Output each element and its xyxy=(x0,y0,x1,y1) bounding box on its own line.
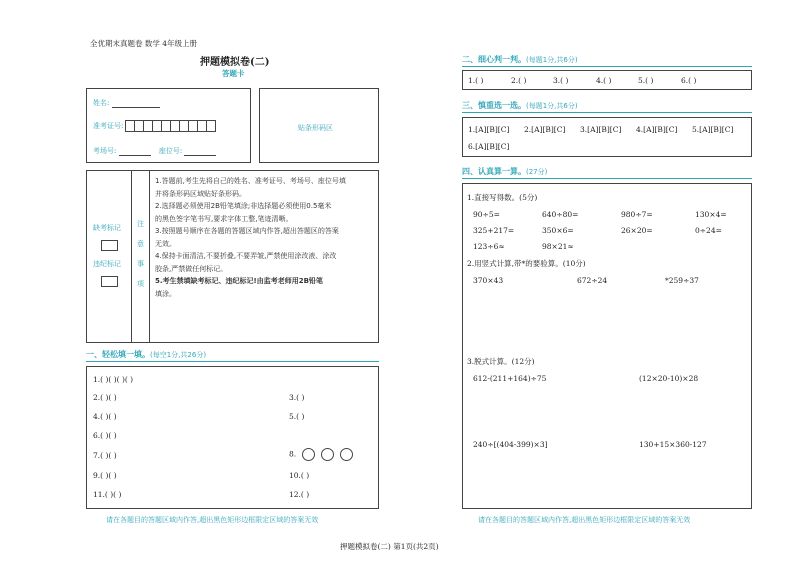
compare-circle[interactable] xyxy=(340,448,353,461)
judge-item-3[interactable]: 3.( ) xyxy=(553,76,569,85)
choice-item-2[interactable]: 2.[A][B][C] xyxy=(524,125,566,134)
notes-side-label: 注 意 事 项 xyxy=(132,171,150,342)
violation-mark-label: 违纪标记 xyxy=(93,260,121,268)
part2-title: 2.用竖式计算,带*的要验算。(10分) xyxy=(467,259,586,268)
id-label: 准考证号: xyxy=(93,122,124,130)
fill-row-9[interactable]: 9.( )( ) xyxy=(93,471,117,480)
choice-item-5[interactable]: 5.[A][B][C] xyxy=(692,125,734,134)
calc-item: 640÷80= xyxy=(542,210,579,219)
marks-column xyxy=(87,171,132,342)
part3-title: 3.脱式计算。(12分) xyxy=(467,357,535,366)
seat-label: 座位号: xyxy=(158,147,183,155)
step-calc-item: (12×20-10)×28 xyxy=(639,374,699,383)
section4-answer-box xyxy=(462,183,752,509)
calc-item: 90÷5= xyxy=(473,210,500,219)
barcode-label: 贴条形码区 xyxy=(298,124,333,132)
step-calc-item: 240÷[(404-399)×3] xyxy=(473,440,548,449)
fill-row-6[interactable]: 6.( )( ) xyxy=(93,431,117,440)
choice-item-4[interactable]: 4.[A][B][C] xyxy=(636,125,678,134)
student-info-box xyxy=(86,88,251,163)
violation-mark-box[interactable] xyxy=(101,276,118,287)
compare-circle[interactable] xyxy=(321,448,334,461)
choice-item-1[interactable]: 1.[A][B][C] xyxy=(468,125,510,134)
fill-row-5[interactable]: 5.( ) xyxy=(289,412,305,421)
fill-row-2[interactable]: 2.( )( ) xyxy=(93,393,117,402)
section3-answer-box xyxy=(462,117,752,157)
calc-item: 325+217= xyxy=(473,226,515,235)
note-line: 4.保持卡面清洁,不要折叠,不要弄皱,严禁使用涂改液、涂改 xyxy=(155,252,337,260)
calc-item: 350×6= xyxy=(542,226,574,235)
judge-item-6[interactable]: 6.( ) xyxy=(681,76,697,85)
notes-list xyxy=(155,175,375,300)
barcode-area xyxy=(259,88,379,163)
note-line: 填涂。 xyxy=(155,289,176,298)
name-field[interactable] xyxy=(112,99,160,108)
note-line: 2.选择题必须使用2B铅笔填涂;非选择题必须使用0.5毫米 xyxy=(155,202,332,210)
seat-field[interactable] xyxy=(184,147,216,156)
absent-mark-box[interactable] xyxy=(101,240,118,251)
section4-title: 四、认真算一算。(27分) xyxy=(462,167,548,176)
calc-item: 980÷7= xyxy=(621,210,653,219)
fill-row-10[interactable]: 10.( ) xyxy=(289,471,310,480)
part1-title: 1.直接写得数。(5分) xyxy=(467,193,538,202)
section2-answer-box xyxy=(462,70,752,90)
name-label: 姓名: xyxy=(93,99,110,107)
section2-rule xyxy=(462,66,752,67)
page-number: 押题模拟卷(二) 第1页(共2页) xyxy=(340,542,439,551)
section3-rule xyxy=(462,112,752,113)
calc-item: 0÷24= xyxy=(695,226,722,235)
fill-row-7[interactable]: 7.( )( ) xyxy=(93,451,117,460)
vertical-calc-item: 672÷24 xyxy=(577,276,608,285)
fill-row-4[interactable]: 4.( )( ) xyxy=(93,412,117,421)
room-field[interactable] xyxy=(119,147,151,156)
calc-item: 26×20= xyxy=(621,226,653,235)
absent-mark-label: 缺考标记 xyxy=(93,224,121,232)
id-number-grid[interactable] xyxy=(125,120,215,132)
section1-answer-box xyxy=(86,366,379,509)
note-line: 无效。 xyxy=(155,239,176,248)
step-calc-item: 612-(211+164)÷75 xyxy=(473,374,547,383)
fill-row-1[interactable]: 1.( )( )( )( ) xyxy=(93,375,134,384)
page-title: 押题模拟卷(二) xyxy=(200,57,270,68)
section1-rule xyxy=(86,361,379,362)
vertical-calc-item: *259÷37 xyxy=(665,276,699,285)
calc-item: 123÷6≈ xyxy=(473,242,505,251)
note-line: 3.按照题号顺序在各题的答题区域内作答,超出答题区的答案 xyxy=(155,227,339,235)
section2-title: 二、细心判一判。(每题1分,共6分) xyxy=(462,55,578,64)
judge-item-5[interactable]: 5.( ) xyxy=(638,76,654,85)
calc-item: 98×21≈ xyxy=(542,242,574,251)
answer-card-subtitle: 答题卡 xyxy=(222,69,245,78)
note-line: 的黑色签字笔书写,要求字体工整,笔迹清晰。 xyxy=(155,214,293,223)
fill-row-11[interactable]: 11.( )( ) xyxy=(93,490,122,499)
instructions-box xyxy=(86,170,379,343)
fill-row-8[interactable]: 8. xyxy=(289,448,353,461)
section3-title: 三、慎重选一选。(每题1分,共6分) xyxy=(462,101,578,110)
calc-item: 130×4= xyxy=(695,210,727,219)
choice-item-6[interactable]: 6.[A][B][C] xyxy=(468,142,510,151)
judge-item-2[interactable]: 2.( ) xyxy=(511,76,527,85)
step-calc-item: 130+15×360-127 xyxy=(639,440,707,449)
room-label: 考场号: xyxy=(93,147,117,155)
note-line: 并将条形码区域贴好条形码。 xyxy=(155,189,246,198)
judge-item-1[interactable]: 1.( ) xyxy=(468,76,484,85)
section4-rule xyxy=(462,178,752,179)
choice-item-3[interactable]: 3.[A][B][C] xyxy=(580,125,622,134)
series-label: 全优期末真题卷 数学 4年级上册 xyxy=(90,39,198,48)
footer-warning-right: 请在各题目的答题区域内作答,超出黑色矩形边框限定区域的答案无效 xyxy=(478,516,691,524)
compare-circle[interactable] xyxy=(302,448,315,461)
fill-row-12[interactable]: 12.( ) xyxy=(289,490,310,499)
footer-warning-left: 请在各题目的答题区域内作答,超出黑色矩形边框限定区域的答案无效 xyxy=(106,516,319,524)
judge-item-4[interactable]: 4.( ) xyxy=(596,76,612,85)
note-line: 胶条,严禁做任何标记。 xyxy=(155,264,228,273)
note-line: 1.答题前,考生先将自己的姓名、准考证号、考场号、座位号填 xyxy=(155,177,346,185)
fill-row-3[interactable]: 3.( ) xyxy=(289,393,305,402)
vertical-calc-item: 370×43 xyxy=(473,276,504,285)
note-line: 5.考生禁填缺考标记、违纪标记!由监考老师用2B铅笔 xyxy=(155,277,323,285)
section1-title: 一、轻松填一填。(每空1分,共26分) xyxy=(86,350,207,359)
